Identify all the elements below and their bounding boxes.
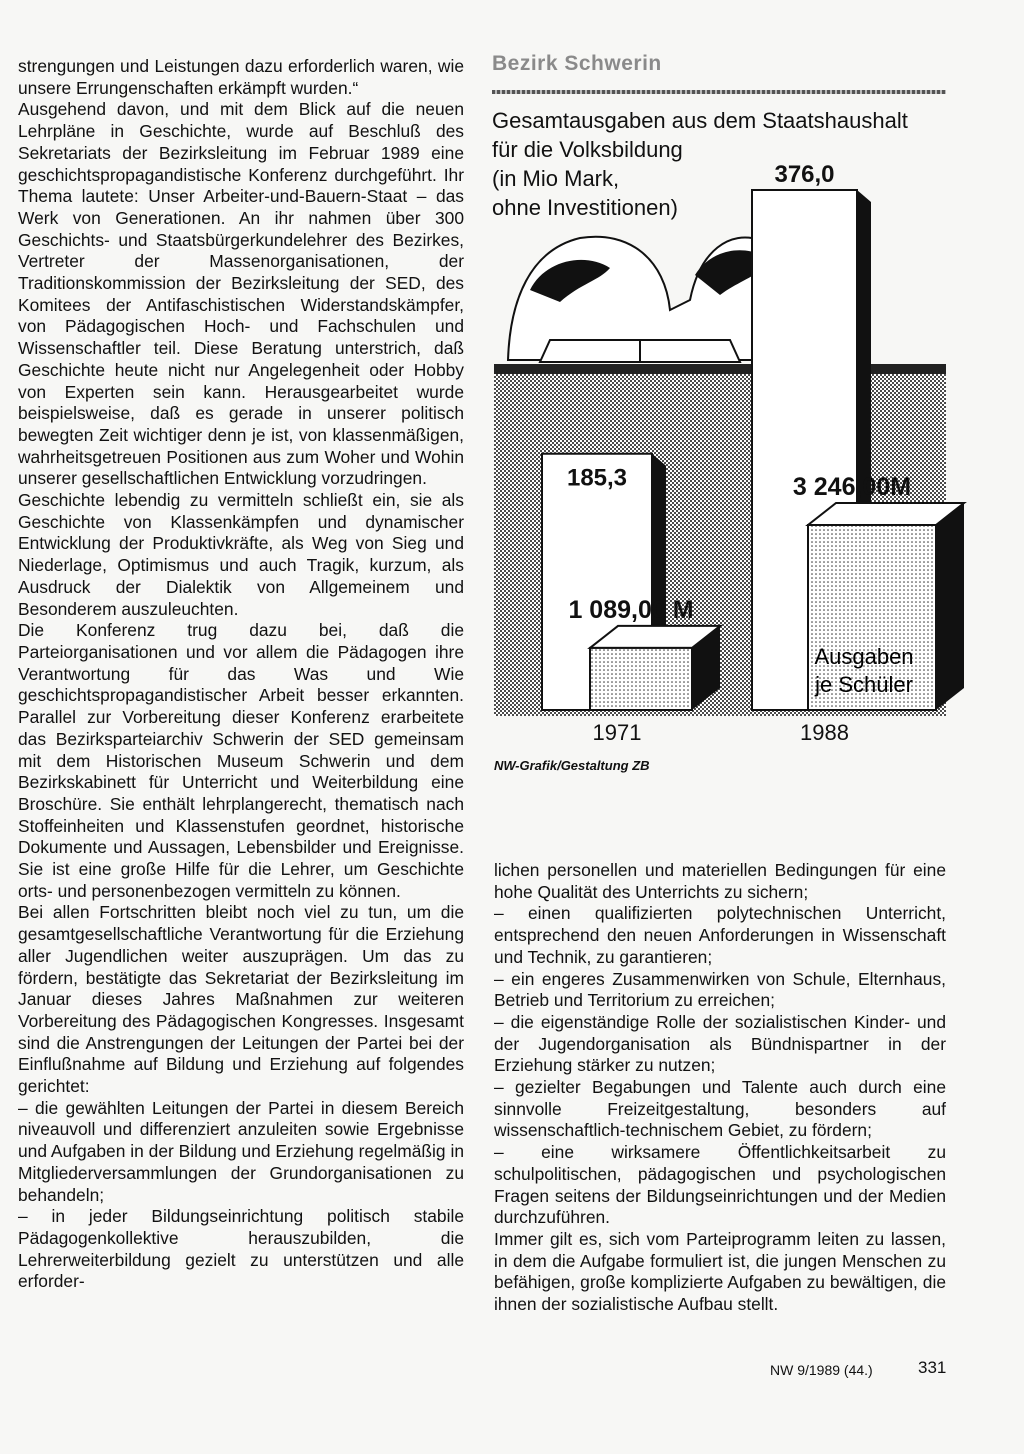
pupil-block-side <box>936 503 964 710</box>
list-item: – in jeder Bildungseinrichtung politisch stabile Pädagogenkollektive herauszubilden, die Lehrerweiterbildung gezielt zu unterstützen und alle erforder- <box>18 1206 464 1292</box>
list-item: – eine wirksamere Öffentlichkeitsarbeit zu schulpolitischen, pädagogischen und psychologischen Fragen seitens der Bildungseinrichtungen und der Medien durchzuführen. <box>494 1142 946 1228</box>
pupil-value-label: 3 246,00M <box>792 473 912 501</box>
issue-reference: NW 9/1989 (44.) <box>770 1362 873 1378</box>
list-item: – die gewählten Leitungen der Partei in diesem Bereich niveauvoll und differenziert anzuleiten sowie Ergebnisse und Aufgaben in der Bildung und Erziehung regelmäßig in Mitgliederversammlungen der Grundorganisationen zu behandeln; <box>18 1097 464 1205</box>
paragraph: lichen personellen und materiellen Bedingungen für eine hohe Qualität des Unterrichts zu sichern; <box>494 860 946 902</box>
graphic-credit: NW-Grafik/Gestaltung ZB <box>494 758 650 773</box>
heading-divider <box>492 90 946 94</box>
chart-title-line: für die Volksbildung <box>492 137 683 162</box>
region-heading: Bezirk Schwerin <box>492 52 662 75</box>
list-item: – die eigenständige Rolle der sozialistischen Kinder- und der Jugendorganisation als Bündnispartner in der Erziehung stärker zu nutzen; <box>494 1011 946 1076</box>
paragraph: strengungen und Leistungen dazu erforderlich waren, wie unsere Errungenschaften erkämpft wurden.“ <box>18 56 464 98</box>
chart-title-line: Gesamtausgaben aus dem Staatshaushalt <box>492 108 908 133</box>
list-item: – gezielter Begabungen und Talente auch durch eine sinnvolle Freizeitgestaltung, besonders auf wissenschaftlich-technischem Gebiet, zu fördern; <box>494 1077 946 1141</box>
bar-value-label: 376,0 <box>774 161 835 188</box>
category-label: 1988 <box>800 720 849 745</box>
chart-backdrop-band <box>494 364 946 374</box>
bar-value-label: 185,3 <box>566 464 628 492</box>
paragraph: Geschichte lebendig zu vermitteln schließt ein, sie als Geschichte von Klassenkämpfen und dynamischer Entwicklung der Produktivkräfte, als Weg von Sieg und Niederlage, Optimismus und auch Tragik, kurzum, als Ausdruck der Dialektik von Allgemeinem und Besonderem auszuleuchten. <box>18 490 464 619</box>
left-column <box>18 56 464 1293</box>
list-item: – einen qualifizierten polytechnischen Unterricht, entsprechend den neuen Anforderungen in Wissenschaft und Technik, zu garantieren; <box>494 903 946 967</box>
paragraph: Die Konferenz trug dazu bei, daß die Parteiorganisationen und vor allem die Pädagogen ihre Verantwortung für das Was und Wie geschichtspropagandistischer Arbeit besser erkannten. Parallel zur Vorbereitung dieser Konferenz erarbeitete das Bezirksparteiarchiv Schwerin der SED gemeinsam mit dem Historischen Museum Schwerin und dem Bezirkskabinett für Unterricht und Weiterbildung eine Broschüre. Sie enthält lehrplangerecht, thematisch nach Stoffeinheiten und Klassenstufen geordnet, historische Dokumente und Aussagen, Lebensbilder und Ereignisse. Sie ist eine große Hilfe für die Lehrer, um Geschichte orts- und personenbezogen vermitteln zu können. <box>18 620 464 901</box>
paragraph: Immer gilt es, sich vom Parteiprogramm leiten zu lassen, in dem die Aufgabe formuliert ist, die jungen Menschen zu befähigen, große komplizierte Aufgaben zu bewältigen, die ihnen der sozialistische Aufbau stellt. <box>494 1228 946 1315</box>
list-item: – ein engeres Zusammenwirken von Schule, Elternhaus, Betrieb und Territorium zu erreichen; <box>494 968 946 1011</box>
right-column <box>494 860 946 1316</box>
chart-title-line: ohne Investitionen) <box>492 195 678 220</box>
pupil-block <box>590 648 692 710</box>
paragraph: Ausgehend davon, und mit dem Blick auf die neuen Lehrpläne in Geschichte, wurde auf Beschluß des Sekretariats der Bezirksleitung im Februar 1989 eine geschichtspropagandistische Konferenz durchgeführt. Ihr Thema lautete: Unser Arbeiter-und-Bauern-Staat – das Werk von Generationen. An ihr nahmen über 300 Geschichts- und Staatsbürgerkundelehrer des Bezirkes, Vertreter der Massenorganisationen, der Traditionskommission der Bezirksleitung der SED, des Komitees der Antifaschistischen Widerstandskämpfer, von Pädagogischen Hoch- und Fachschulen und Wissenschaftler teil. Diese Beratung unterstrich, daß Geschichte heute nicht nur Angelegenheit oder Hobby von Experten sein kann. Herausgearbeitet wurde beispielsweise, daß es gerade in unserer politisch bewegten Zeit wichtiger denn je ist, von klassenmäßigen, wahrheitsgetreuen Positionen aus zum Woher und Wohin unserer gesellschaftlichen Entwicklung vorzudringen. <box>18 99 464 489</box>
per-pupil-label: Ausgaben <box>814 644 914 669</box>
category-label: 1971 <box>592 720 642 745</box>
per-pupil-label: je Schüler <box>815 672 913 697</box>
chart-title-line: (in Mio Mark, <box>492 166 620 191</box>
paragraph: Bei allen Fortschritten bleibt noch viel zu tun, um die gesamtgesellschaftliche Verantwortung für die Erziehung aller Jugendlichen weiter auszuprägen. Um das zu fördern, bestätigte das Sekretariat der Bezirksleitung im Januar dieses Jahres Maßnahmen zur weiteren Vorbereitung des Pädagogischen Kongresses. Insgesamt sind die Anstrengungen der Leitungen der Partei bei der Einflußnahme auf Bildung und Erziehung auf folgendes gerichtet: <box>18 902 464 1097</box>
page-number: 331 <box>918 1358 947 1377</box>
pupil-value-label: 1 089,00 M <box>568 595 694 624</box>
